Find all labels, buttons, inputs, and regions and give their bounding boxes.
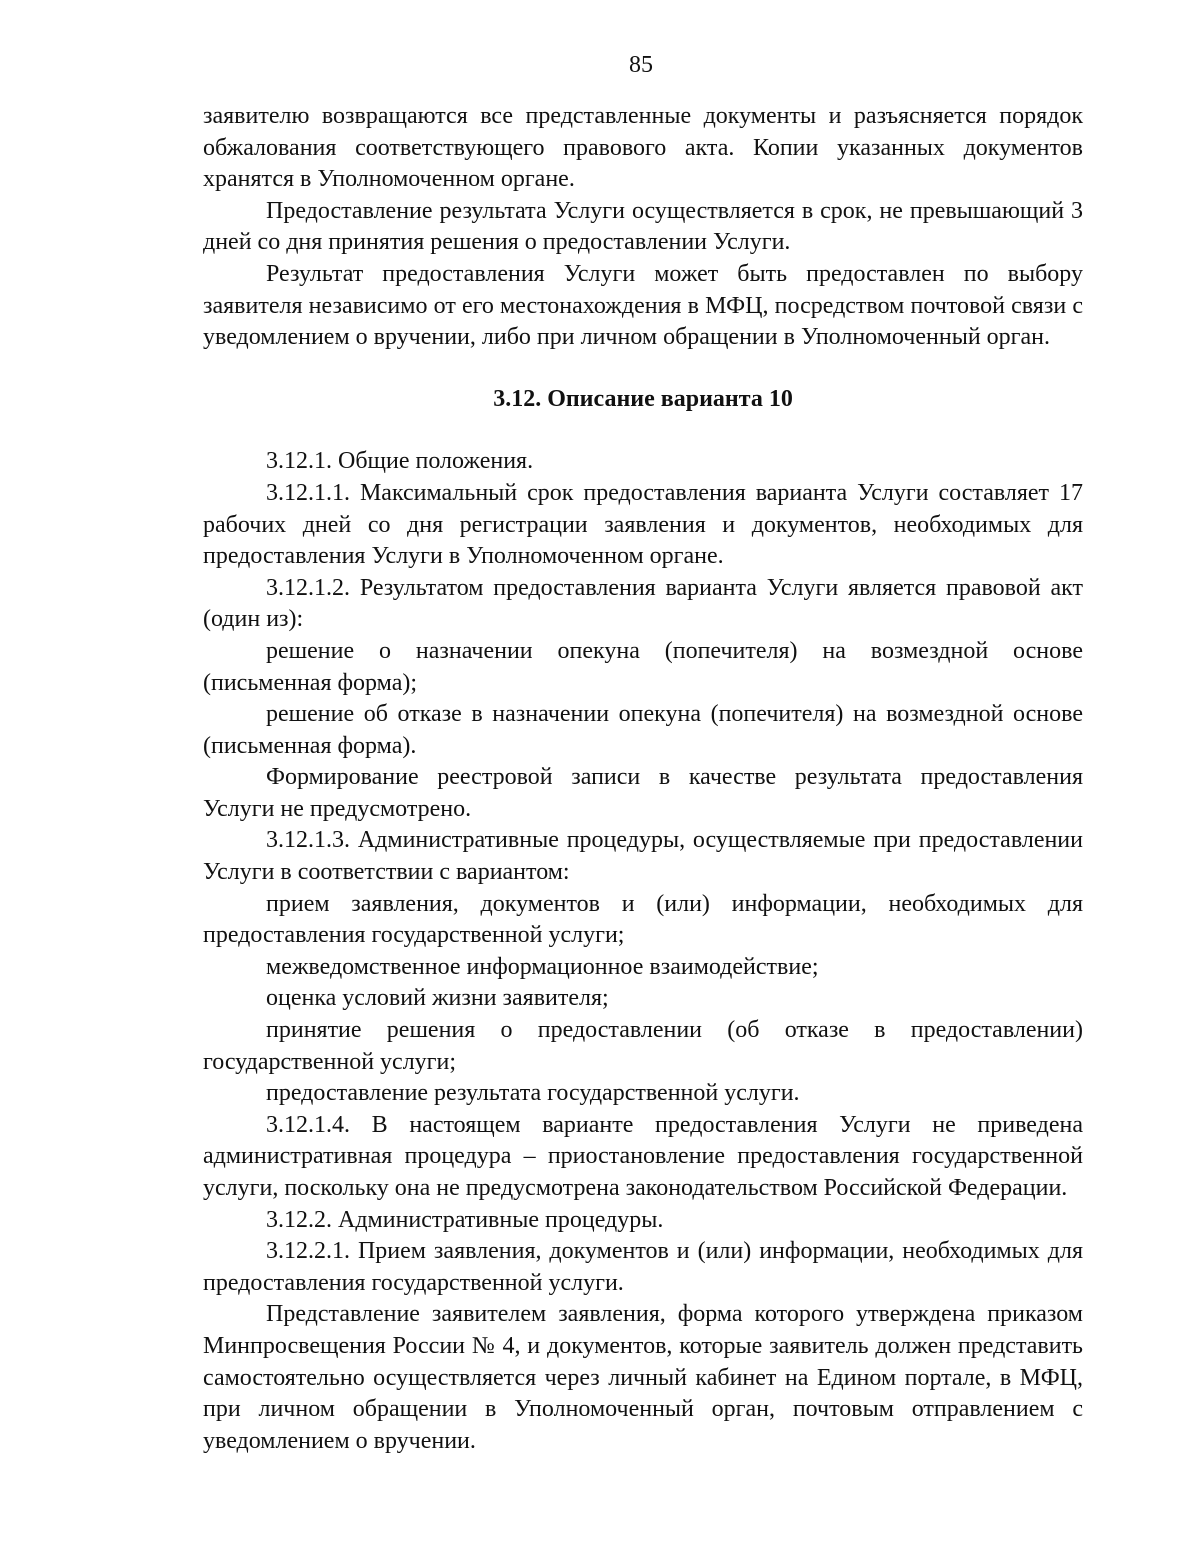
- paragraph: 3.12.1. Общие положения.: [266, 448, 534, 475]
- list-item: оценка условий жизни заявителя;: [266, 985, 609, 1012]
- list-item: решение о назначении опекуна (попечителя) на возмездной основе (письменная форма);: [203, 637, 1083, 696]
- list-item: решение об отказе в назначении опекуна (попечителя) на возмездной основе (письменная форма).: [203, 701, 1083, 759]
- page-number: 85: [629, 52, 653, 78]
- paragraph: Результат предоставления Услуги может быть предоставлен по выбору заявителя независимо от его местонахождения в МФЦ, посредством почтовой связи с уведомлением о вручении, либо при личном обращении в Уполномоченный орган.: [203, 260, 1083, 351]
- paragraph: 3.12.1.4. В настоящем варианте предоставления Услуги не приведена административная процедура – приостановление предоставления государственной услуги, поскольку она не предусмотрена законодательством Российской Федерации.: [203, 1111, 1083, 1201]
- list-item: межведомственное информационное взаимодействие;: [266, 953, 819, 980]
- paragraph: 3.12.1.1. Максимальный срок предоставления варианта Услуги составляет 17 рабочих дней со дня регистрации заявления и документов, необходимых для предоставления Услуги в Уполномоченном органе.: [203, 479, 1083, 570]
- list-item: принятие решения о предоставлении (об отказе в предоставлении) государственной услуги;: [203, 1017, 1083, 1075]
- paragraph: Предоставление результата Услуги осуществляется в срок, не превышающий 3 дней со дня принятия решения о предоставлении Услуги.: [203, 197, 1083, 256]
- paragraph-continuation: заявителю возвращаются все представленные документы и разъясняется порядок обжалования соответствующего правового акта. Копии указанных документов хранятся в Уполномоченном органе.: [203, 103, 1083, 193]
- paragraph: Представление заявителем заявления, форма которого утверждена приказом Минпросвещения России № 4, и документов, которые заявитель должен представить самостоятельно осуществляется через личный кабинет на Едином портале, в МФЦ, при личном обращении в Уполномоченный орган, почтовым отправлением с уведомлением о вручении.: [203, 1301, 1083, 1454]
- paragraph: 3.12.2. Административные процедуры.: [266, 1206, 664, 1233]
- paragraph: Формирование реестровой записи в качестве результата предоставления Услуги не предусмотрено.: [203, 764, 1083, 822]
- list-item: предоставление результата государственной услуги.: [266, 1080, 800, 1107]
- section-heading: 3.12. Описание варианта 10: [493, 385, 793, 412]
- paragraph: 3.12.2.1. Прием заявления, документов и (или) информации, необходимых для предоставления государственной услуги.: [203, 1238, 1083, 1296]
- paragraph: 3.12.1.3. Административные процедуры, осуществляемые при предоставлении Услуги в соответствии с вариантом:: [203, 827, 1083, 886]
- list-item: прием заявления, документов и (или) информации, необходимых для предоставления государственной услуги;: [203, 890, 1083, 949]
- document-body: [203, 101, 1083, 1457]
- paragraph: 3.12.1.2. Результатом предоставления варианта Услуги является правовой акт (один из):: [203, 574, 1083, 633]
